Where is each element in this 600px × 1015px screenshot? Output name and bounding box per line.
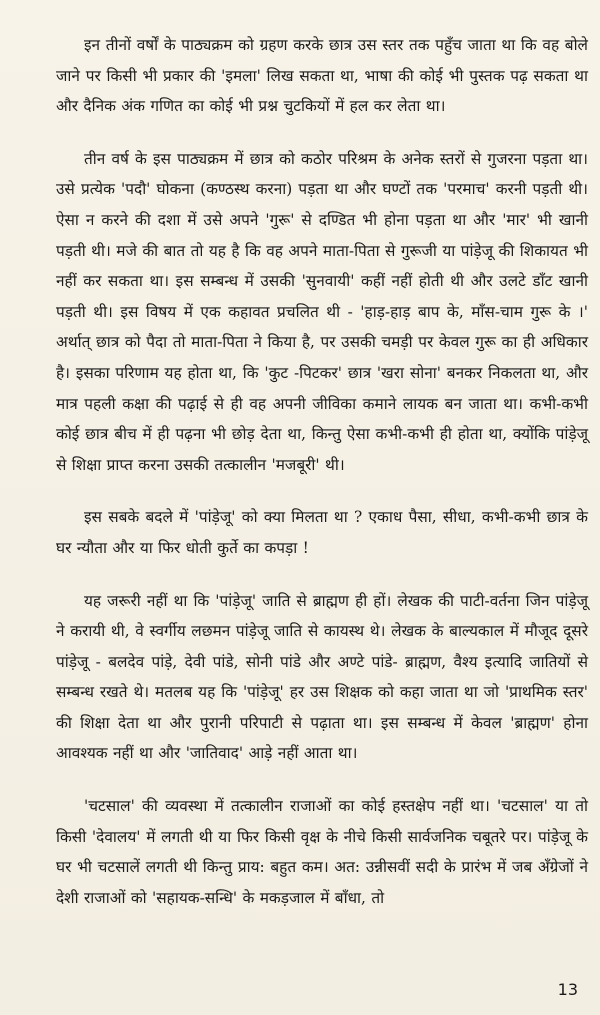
page-number: 13 (557, 980, 578, 999)
page-text (56, 30, 588, 935)
paragraph-5: 'चटसाल' की व्यवस्था में तत्कालीन राजाओं का कोई हस्तक्षेप नहीं था। 'चटसाल' या तो किसी 'देवालय' में लगती थी या फिर किसी वृक्ष के नीचे किसी सार्वजनिक चबूतरे पर। पांड़ेजू के घर भी चटसालें लगती थी किन्तु प्राय: बहुत कम। अत: उन्नीसवीं सदी के प्रारंभ में जब अँग्रेजों ने देशी राजाओं को 'सहायक-सन्धि' के मकड़जाल में बाँधा, तो (56, 797, 588, 907)
paragraph-2: तीन वर्ष के इस पाठ्यक्रम में छात्र को कठोर परिश्रम के अनेक स्तरों से गुजरना पड़ता था। उसे प्रत्येक 'पदौ' घोकना (कण्ठस्थ करना) पड़ता था और घण्टों तक 'परमाच' करनी पड़ती थी। ऐसा न करने की दशा में उसे अपने 'गुरू' से दण्डित भी होना पड़ता था और 'मार' भी खानी पड़ती थी। मजे की बात तो यह है कि वह अपने माता-पिता से गुरूजी या पांड़ेजू की शिकायत भी नहीं कर सकता था। इस सम्बन्ध में उसकी 'सुनवायी' कहीं नहीं होती थी और उलटे डाँट खानी पड़ती थी। इस विषय में एक कहावत प्रचलित थी - 'हाड़-हाड़ बाप के, माँस-चाम गुरू के ।' अर्थात् छात्र को पैदा तो माता-पिता ने किया है, पर उसकी चमड़ी पर केवल गुरू का ही अधिकार है। इसका परिणाम यह होता था, कि 'कुट -पिटकर' छात्र 'खरा सोना' बनकर निकलता था, और मात्र पहली कक्षा की पढ़ाई से ही वह अपनी जीविका कमाने लायक बन जाता था। कभी-कभी कोई छात्र बीच में ही पढ़ना भी छोड़ देता था, किन्तु ऐसा कभी-कभी ही होता था, क्योंकि पांड़ेजू से शिक्षा प्राप्त करना उसकी तत्कालीन 'मजबूरी' थी। (56, 149, 588, 474)
paragraph-1: इन तीनों वर्षों के पाठ्यक्रम को ग्रहण करके छात्र उस स्तर तक पहुँच जाता था कि वह बोले जाने पर किसी भी प्रकार की 'इमला' लिख सकता था, भाषा की कोई भी पुस्तक पढ़ सकता था और दैनिक अंक गणित का कोई भी प्रश्न चुटकियों में हल कर लेता था। (56, 36, 588, 116)
paragraph-3: इस सबके बदले में 'पांड़ेजू' को क्या मिलता था ? एकाध पैसा, सीधा, कभी-कभी छात्र के घर न्यौता और या फिर धोती कुर्ते का कपड़ा ! (56, 508, 588, 557)
paragraph-4: यह जरूरी नहीं था कि 'पांड़ेजू' जाति से ब्राह्मण ही हों। लेखक की पाटी-वर्तना जिन पांड़ेजू ने करायी थी, वे स्वर्गीय लछमन पांड़ेजू जाति से कायस्थ थे। लेखक के बाल्यकाल में मौजूद दूसरे पांड़ेजू - बलदेव पांड़े, देवी पांडे, सोनी पांडे और अण्टे पांडे- ब्राह्मण, वैश्य इत्यादि जातियों से सम्बन्ध रखते थे। मतलब यह कि 'पांड़ेजू' हर उस शिक्षक को कहा जाता था जो 'प्राथमिक स्तर' की शिक्षा देता था और पुरानी परिपाटी से पढ़ाता था। इस सम्बन्ध में केवल 'ब्राह्मण' होना आवश्यक नहीं था और 'जातिवाद' आड़े नहीं आता था। (56, 591, 588, 763)
